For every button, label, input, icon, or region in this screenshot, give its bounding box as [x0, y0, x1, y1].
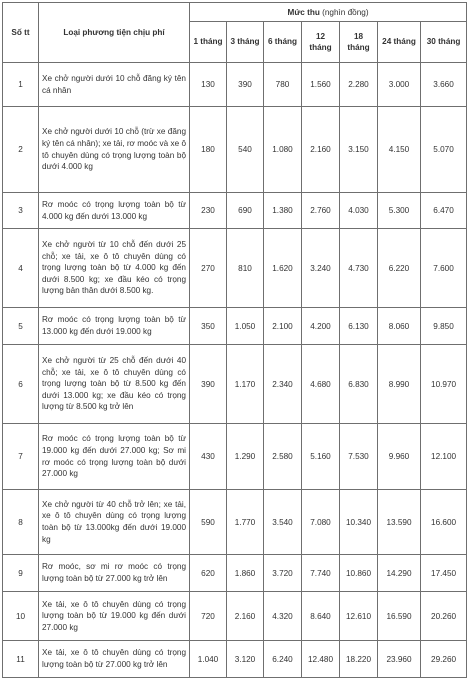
header-fee-level — [190, 3, 467, 22]
fee-cell: 23.960 — [378, 641, 421, 678]
fee-cell: 690 — [227, 193, 264, 229]
header-fee-unit: (nghìn đồng) — [322, 7, 369, 17]
fee-cell: 2.160 — [227, 592, 264, 641]
fee-cell: 130 — [190, 63, 227, 107]
header-period: 3 tháng — [227, 22, 264, 63]
fee-cell: 4.730 — [340, 229, 378, 308]
fee-cell: 590 — [190, 490, 227, 555]
fee-cell: 2.280 — [340, 63, 378, 107]
fee-cell: 1.860 — [227, 555, 264, 592]
vehicle-description: Xe tải, xe ô tô chuyên dùng có trọng lượng toàn bộ từ 19.000 kg đến dưới 27.000 kg — [39, 592, 190, 641]
fee-cell: 4.680 — [302, 345, 340, 424]
table-body — [3, 63, 467, 678]
table-row — [3, 193, 467, 229]
table-row — [3, 424, 467, 490]
table-row — [3, 592, 467, 641]
fee-cell: 7.600 — [421, 229, 467, 308]
table-row — [3, 641, 467, 678]
row-number: 10 — [3, 592, 39, 641]
fee-cell: 6.220 — [378, 229, 421, 308]
fee-cell: 6.470 — [421, 193, 467, 229]
header-fee-label: Mức thu — [287, 7, 320, 17]
table-row — [3, 490, 467, 555]
fee-cell: 17.450 — [421, 555, 467, 592]
vehicle-description: Xe tải, xe ô tô chuyên dùng có trọng lượng toàn bộ từ 27.000 kg trở lên — [39, 641, 190, 678]
fee-cell: 5.300 — [378, 193, 421, 229]
vehicle-description: Xe chở người từ 25 chỗ đến dưới 40 chỗ; xe tải, xe ô tô chuyên dùng có trọng lượng toàn bộ từ 8.500 kg đến dưới 13.000 kg; xe đầu kéo có trọng lượng từ 8.500 kg trở lên — [39, 345, 190, 424]
row-number: 5 — [3, 308, 39, 345]
fee-cell: 4.030 — [340, 193, 378, 229]
header-vehicle-type: Loại phương tiện chịu phí — [39, 3, 190, 63]
fee-cell: 12.480 — [302, 641, 340, 678]
fee-cell: 14.290 — [378, 555, 421, 592]
fee-cell: 4.150 — [378, 107, 421, 193]
vehicle-description: Rơ moóc, sơ mi rơ moóc có trọng lượng toàn bộ từ 27.000 kg trở lên — [39, 555, 190, 592]
row-number: 7 — [3, 424, 39, 490]
fee-cell: 9.960 — [378, 424, 421, 490]
fee-cell: 7.740 — [302, 555, 340, 592]
fee-cell: 1.170 — [227, 345, 264, 424]
vehicle-description: Xe chở người từ 10 chỗ đến dưới 25 chỗ; xe tải, xe ô tô chuyên dùng có trọng lượng toàn bộ từ 4.000 kg đến dưới 8.500 kg; xe đầu kéo có trọng lượng bản thân dưới 8.500 kg. — [39, 229, 190, 308]
fee-cell: 230 — [190, 193, 227, 229]
fee-cell: 6.240 — [264, 641, 302, 678]
fee-cell: 3.540 — [264, 490, 302, 555]
row-number: 8 — [3, 490, 39, 555]
fee-cell: 720 — [190, 592, 227, 641]
fee-table — [2, 2, 467, 678]
fee-cell: 3.120 — [227, 641, 264, 678]
table-row — [3, 63, 467, 107]
fee-cell: 16.590 — [378, 592, 421, 641]
row-number: 2 — [3, 107, 39, 193]
fee-cell: 10.970 — [421, 345, 467, 424]
table-row — [3, 308, 467, 345]
fee-cell: 12.100 — [421, 424, 467, 490]
vehicle-description: Xe chở người dưới 10 chỗ đăng ký tên cá nhân — [39, 63, 190, 107]
fee-cell: 7.080 — [302, 490, 340, 555]
row-number: 11 — [3, 641, 39, 678]
fee-cell: 12.610 — [340, 592, 378, 641]
header-stt: Số tt — [3, 3, 39, 63]
fee-cell: 1.290 — [227, 424, 264, 490]
row-number: 9 — [3, 555, 39, 592]
table-row — [3, 555, 467, 592]
fee-cell: 3.000 — [378, 63, 421, 107]
fee-cell: 9.850 — [421, 308, 467, 345]
fee-cell: 2.580 — [264, 424, 302, 490]
table-row — [3, 229, 467, 308]
fee-cell: 2.100 — [264, 308, 302, 345]
fee-cell: 10.340 — [340, 490, 378, 555]
header-period: 6 tháng — [264, 22, 302, 63]
header-period: 1 tháng — [190, 22, 227, 63]
fee-cell: 29.260 — [421, 641, 467, 678]
fee-cell: 8.640 — [302, 592, 340, 641]
row-number: 4 — [3, 229, 39, 308]
fee-cell: 2.160 — [302, 107, 340, 193]
fee-cell: 620 — [190, 555, 227, 592]
fee-cell: 180 — [190, 107, 227, 193]
fee-cell: 780 — [264, 63, 302, 107]
vehicle-description: Xe chở người dưới 10 chỗ (trừ xe đăng ký tên cá nhân); xe tải, rơ moóc và xe ô tô chuyên dùng có trọng lượng toàn bộ dưới 4.000 kg — [39, 107, 190, 193]
fee-cell: 8.060 — [378, 308, 421, 345]
fee-cell: 1.040 — [190, 641, 227, 678]
fee-cell: 4.200 — [302, 308, 340, 345]
fee-cell: 3.240 — [302, 229, 340, 308]
header-period: 12 tháng — [302, 22, 340, 63]
vehicle-description: Rơ moóc có trọng lượng toàn bộ từ 13.000 kg đến dưới 19.000 kg — [39, 308, 190, 345]
header-period: 24 tháng — [378, 22, 421, 63]
fee-cell: 430 — [190, 424, 227, 490]
fee-cell: 5.070 — [421, 107, 467, 193]
fee-cell: 1.380 — [264, 193, 302, 229]
fee-cell: 7.530 — [340, 424, 378, 490]
fee-cell: 350 — [190, 308, 227, 345]
fee-cell: 18.220 — [340, 641, 378, 678]
fee-cell: 2.760 — [302, 193, 340, 229]
fee-cell: 1.560 — [302, 63, 340, 107]
fee-cell: 1.050 — [227, 308, 264, 345]
fee-cell: 1.620 — [264, 229, 302, 308]
fee-cell: 4.320 — [264, 592, 302, 641]
fee-cell: 6.830 — [340, 345, 378, 424]
fee-cell: 20.260 — [421, 592, 467, 641]
fee-cell: 8.990 — [378, 345, 421, 424]
fee-cell: 2.340 — [264, 345, 302, 424]
vehicle-description: Rơ moóc có trọng lượng toàn bộ từ 19.000 kg đến dưới 27.000 kg; Sơ mi rơ moóc có trọng lượng toàn bộ dưới 27.000 kg — [39, 424, 190, 490]
fee-cell: 16.600 — [421, 490, 467, 555]
vehicle-description: Rơ moóc có trọng lượng toàn bộ từ 4.000 kg đến dưới 13.000 kg — [39, 193, 190, 229]
fee-cell: 5.160 — [302, 424, 340, 490]
fee-cell: 13.590 — [378, 490, 421, 555]
fee-cell: 810 — [227, 229, 264, 308]
fee-cell: 540 — [227, 107, 264, 193]
row-number: 1 — [3, 63, 39, 107]
fee-cell: 390 — [190, 345, 227, 424]
fee-cell: 3.660 — [421, 63, 467, 107]
fee-cell: 10.860 — [340, 555, 378, 592]
fee-cell: 270 — [190, 229, 227, 308]
fee-cell: 390 — [227, 63, 264, 107]
fee-cell: 6.130 — [340, 308, 378, 345]
table-row — [3, 107, 467, 193]
fee-cell: 1.770 — [227, 490, 264, 555]
vehicle-description: Xe chở người từ 40 chỗ trở lên; xe tải, xe ô tô chuyên dùng có trọng lượng toàn bộ từ 13.000kg đến dưới 19.000 kg — [39, 490, 190, 555]
header-period: 30 tháng — [421, 22, 467, 63]
fee-cell: 3.150 — [340, 107, 378, 193]
header-period: 18 tháng — [340, 22, 378, 63]
row-number: 3 — [3, 193, 39, 229]
fee-cell: 1.080 — [264, 107, 302, 193]
fee-cell: 3.720 — [264, 555, 302, 592]
row-number: 6 — [3, 345, 39, 424]
table-row — [3, 345, 467, 424]
